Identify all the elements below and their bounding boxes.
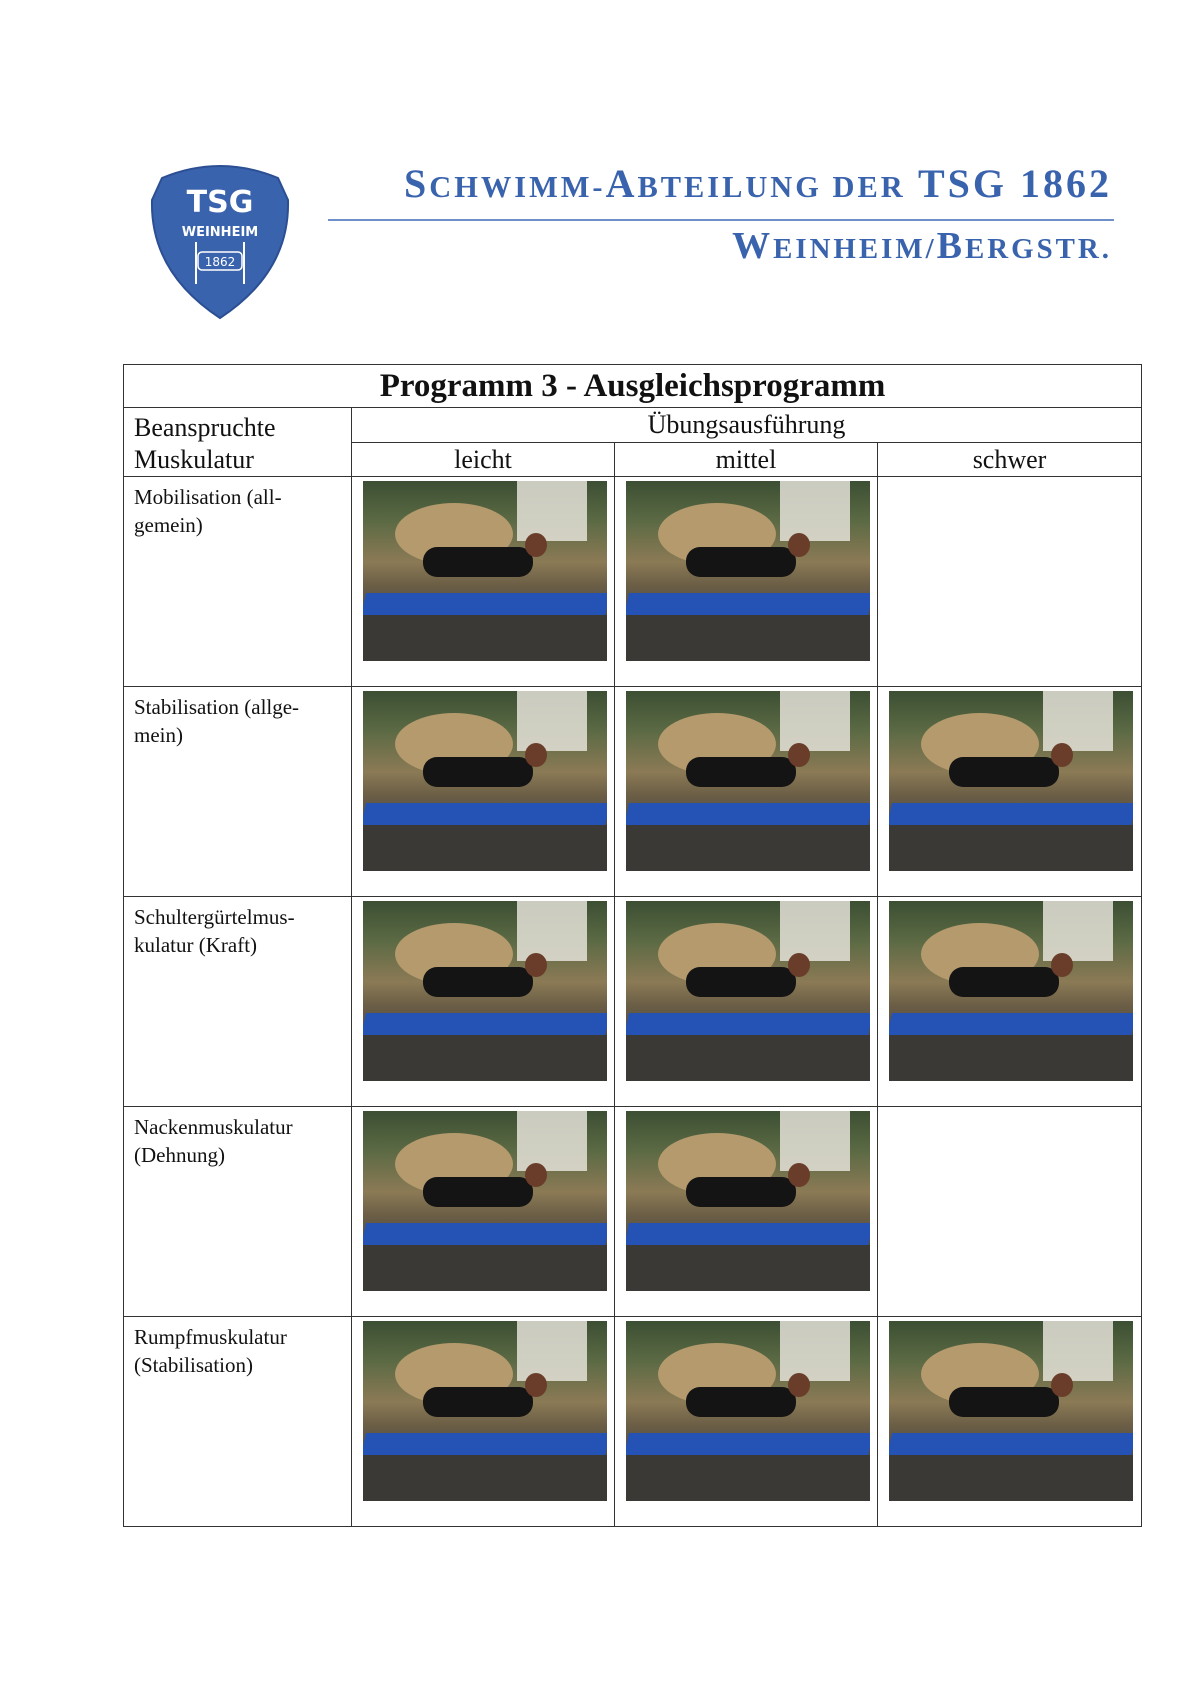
level-header-leicht: leicht [352,442,615,477]
exercise-photo [889,901,1133,1081]
exercise-cell [615,897,878,1107]
level-header-mittel: mittel [615,442,878,477]
exercise-photo [889,691,1133,871]
level-header-schwer: schwer [878,442,1142,477]
muscle-column-header: Beanspruchte Muskulatur [124,408,352,477]
exercise-photo [626,1321,870,1501]
club-name-line1: SCHWIMM-ABTEILUNG DER TSG 1862 [404,161,1112,206]
exercise-cell [352,1317,615,1527]
exercise-photo [626,481,870,661]
exercise-photo [363,691,607,871]
exercise-photo [363,901,607,1081]
exercise-cell [878,687,1142,897]
exercise-photo [363,481,607,661]
exercise-cell [352,477,615,687]
exercise-photo [363,1321,607,1501]
row-label-schultergurtel: Schultergürtelmus- kulatur (Kraft) [124,897,352,1107]
exercise-photo [626,691,870,871]
exercise-cell [615,1317,878,1527]
exercise-cell [878,1317,1142,1527]
table-row [124,1107,1142,1317]
exercise-photo [626,901,870,1081]
exercise-photo [363,1111,607,1291]
table-row [124,1317,1142,1527]
logo-subtext: WEINHEIM [181,225,259,240]
program-title: Programm 3 - Ausgleichsprogramm [124,365,1142,408]
exercise-photo [889,1321,1133,1501]
exercise-cell [615,687,878,897]
tsg-logo [148,160,292,320]
table-row [124,477,1142,687]
execution-header: Übungsausführung [352,408,1142,443]
exercise-cell [352,687,615,897]
row-label-nackenmuskulatur: Nackenmuskulatur (Dehnung) [124,1107,352,1317]
exercise-cell [878,897,1142,1107]
empty-cell [878,1107,1142,1317]
exercise-photo [626,1111,870,1291]
row-label-rumpfmuskulatur: Rumpfmuskulatur (Stabilisation) [124,1317,352,1527]
exercise-program-table [123,364,1142,1527]
header-divider [328,219,1114,221]
logo-year: 1862 [204,255,236,269]
exercise-cell [615,1107,878,1317]
exercise-cell [615,477,878,687]
club-name-line2: WEINHEIM/BERGSTR. [732,225,1112,267]
exercise-cell [352,897,615,1107]
table-row [124,687,1142,897]
exercise-cell [352,1107,615,1317]
table-row [124,897,1142,1107]
row-label-stabilisation: Stabilisation (allge- mein) [124,687,352,897]
empty-cell [878,477,1142,687]
row-label-mobilisation: Mobilisation (all- gemein) [124,477,352,687]
logo-text: TSG [186,185,254,220]
